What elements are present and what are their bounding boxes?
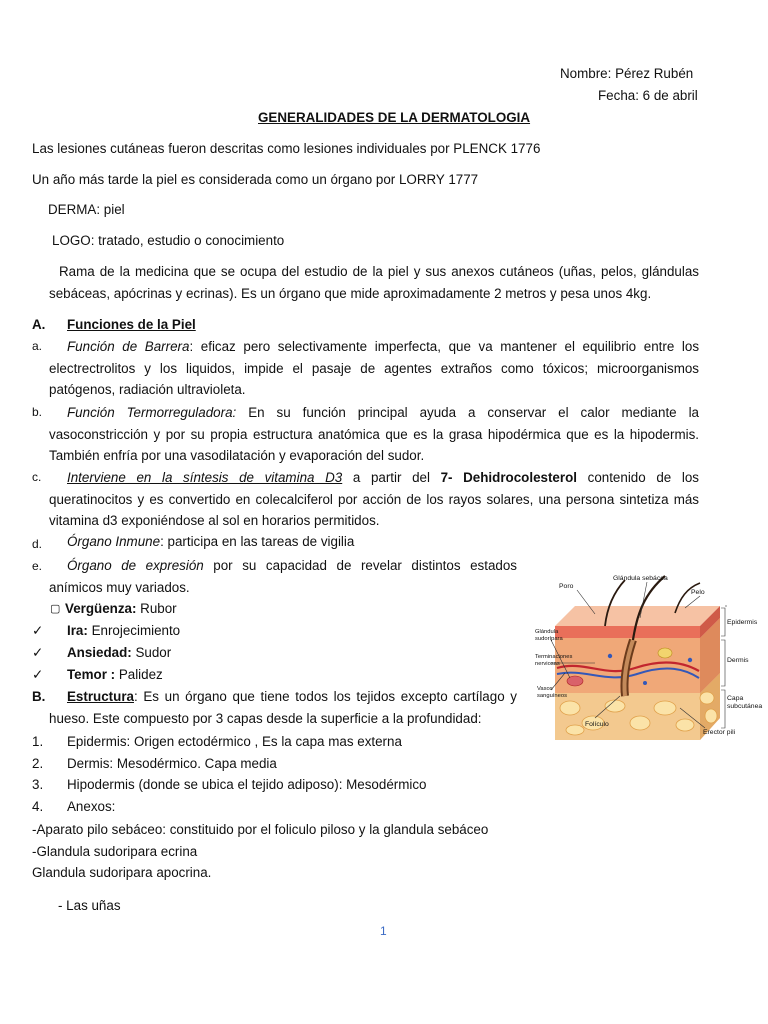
- emotion-label: Temor :: [67, 667, 116, 682]
- layer-marker-3: 3.: [32, 777, 44, 792]
- label-vasos-1: Vasos: [537, 686, 553, 692]
- label-terminaciones-2: nerviosas: [535, 661, 560, 667]
- section-b-marker: B.: [32, 689, 46, 704]
- label-poro: Poro: [559, 583, 574, 590]
- layer-hipodermis: Hipodermis (donde se ubica el tejido adiposo): Mesodérmico: [67, 777, 427, 792]
- section-b-intro: [49, 686, 517, 729]
- list-marker-b: b.: [32, 405, 43, 419]
- vitd-line-2: queratinocitos y es convertido en colecalciferol por acción de los rayos solares, una persona sintetiza más: [49, 491, 699, 507]
- term-termorreguladora: Función Termorreguladora:: [67, 405, 237, 420]
- emotion-label: Ira:: [67, 623, 88, 638]
- skin-diagram: [515, 568, 765, 743]
- emotion-label: Vergüenza:: [65, 601, 137, 616]
- list-marker-e: e.: [32, 559, 43, 573]
- label-epidermis: Epidermis: [727, 619, 758, 626]
- document-title: GENERALIDADES DE LA DERMATOLOGIA: [258, 110, 531, 125]
- list-marker-c: c.: [32, 470, 42, 484]
- vitd-line-1-mid: a partir del: [342, 470, 441, 485]
- item-termorreguladora: [49, 402, 699, 467]
- item-inmune: [67, 533, 354, 551]
- page-number: 1: [380, 924, 387, 938]
- term-inmune: Órgano Inmune: [67, 534, 161, 549]
- list-marker-a: a.: [32, 339, 43, 353]
- label-glandula-sebacea: Glándula sebácea: [613, 575, 668, 582]
- expresion-line-1: por su capacidad de revelar distintos estados: [203, 558, 518, 573]
- check-icon: ✓: [32, 623, 44, 638]
- label-capa-2: subcutánea: [727, 703, 763, 710]
- emotion-verguenza: [65, 600, 177, 618]
- layer-marker-4: 4.: [32, 799, 44, 814]
- anexo-pilosebaceo: -Aparato pilo sebáceo: constituido por el foliculo piloso y la glandula sebáceo: [32, 822, 489, 837]
- definition-derma: DERMA: piel: [48, 202, 125, 217]
- label-foliculo: Folículo: [585, 721, 609, 728]
- item-barrera: [49, 336, 699, 401]
- label-terminaciones-1: Terminaciones: [535, 654, 573, 660]
- label-capa-1: Capa: [727, 695, 744, 702]
- intro-line-lorry: Un año más tarde la piel es considerada como un órgano por LORRY 1777: [32, 172, 479, 187]
- check-icon: ✓: [32, 667, 44, 682]
- rama-line-1: Rama de la medicina que se ocupa del estudio de la piel y sus anexos cutáneos (uñas, pelos, glándulas: [59, 264, 699, 279]
- author-name: Nombre: Pérez Rubén: [560, 66, 694, 81]
- barrera-line-2: electrectrolitos y los liquidos, impide el pasaje de agentes extraños como tóxicos; microorganismos: [49, 360, 699, 376]
- label-dermis: Dermis: [727, 657, 749, 664]
- layer-anexos: Anexos:: [67, 799, 116, 814]
- inmune-text: : participa en las tareas de vigilia: [160, 534, 355, 549]
- intro-line-plenck: Las lesiones cutáneas fueron descritas como lesiones individuales por PLENCK 1776: [32, 141, 541, 156]
- vitd-line-3: vitamina d3 exponiéndose al sol en horarios permitidos.: [49, 513, 380, 529]
- check-icon: ✓: [32, 645, 44, 660]
- item-expresion: [49, 555, 517, 598]
- termo-line-2: vasoconstricción y por su propia estructura anatómica que es la grasa hipodérmica que es la hipodermis.: [49, 426, 699, 442]
- emotion-value: Sudor: [131, 645, 172, 660]
- dehidrocolesterol: 7- Dehidrocolesterol: [440, 470, 577, 485]
- termo-line-1: En su función principal ayuda a conservar el calor mediante la: [236, 405, 699, 420]
- section-b-heading: Estructura: [67, 689, 134, 704]
- vitd-line-1-end: contenido de los: [576, 470, 699, 485]
- anexo-apocrina: Glandula sudoripara apocrina.: [32, 865, 212, 880]
- emotion-marker-verguenza: ▢: [50, 603, 61, 615]
- emotion-temor: [67, 666, 163, 684]
- barrera-line-3: patógenos, radiación ultravioleta.: [49, 382, 246, 398]
- label-vasos-2: sanguíneos: [537, 693, 567, 699]
- term-vitamina-d3: Interviene en la síntesis de vitamina D3: [67, 470, 343, 485]
- document-date: Fecha: 6 de abril: [598, 88, 698, 103]
- termo-line-3: También enfría por una vasodilatación y evaporación del sudor.: [49, 448, 425, 464]
- emotion-ansiedad: [67, 644, 171, 662]
- section-a-heading: Funciones de la Piel: [67, 317, 196, 332]
- emotion-value: Rubor: [136, 601, 177, 616]
- label-glandula-sudoripara-1: Glándula: [535, 629, 559, 635]
- label-erector-pili: Erector pili: [703, 729, 736, 736]
- barrera-line-1: : eficaz pero selectivamente imperfecta, que va mantener el equilibrio entre los: [189, 339, 700, 354]
- list-marker-d: d.: [32, 537, 43, 551]
- expresion-line-2: anímicos muy variados.: [49, 579, 190, 595]
- emotion-ira: [67, 622, 180, 640]
- layer-dermis: Dermis: Mesodérmico. Capa media: [67, 756, 277, 771]
- section-a-marker: A.: [32, 317, 46, 332]
- term-barrera: Función de Barrera: [67, 339, 190, 354]
- layer-marker-1: 1.: [32, 734, 44, 749]
- emotion-value: Enrojecimiento: [87, 623, 181, 638]
- definition-logo: LOGO: tratado, estudio o conocimiento: [52, 233, 285, 248]
- anexo-unas: - Las uñas: [58, 898, 121, 913]
- emotion-value: Palidez: [115, 667, 163, 682]
- emotion-label: Ansiedad:: [67, 645, 132, 660]
- item-vitamina-d3: [49, 467, 699, 532]
- layer-marker-2: 2.: [32, 756, 44, 771]
- layer-epidermis: Epidermis: Origen ectodérmico , Es la capa mas externa: [67, 734, 402, 749]
- section-b-line-1: : Es un órgano que tiene todos los tejidos excepto cartílago y: [133, 689, 517, 704]
- rama-line-2: sebáceas, apócrinas y ecrinas). Es un órgano que mide aproximadamente 2 metros y pesa unos 4kg.: [49, 286, 652, 301]
- label-glandula-sudoripara-2: sudorípara: [535, 636, 563, 642]
- term-expresion: Órgano de expresión: [67, 558, 204, 573]
- label-pelo: Pelo: [691, 589, 705, 596]
- section-b-line-2: hueso. Este compuesto por 3 capas desde la superficie a la profundidad:: [49, 710, 482, 726]
- anexo-ecrina: -Glandula sudoripara ecrina: [32, 844, 198, 859]
